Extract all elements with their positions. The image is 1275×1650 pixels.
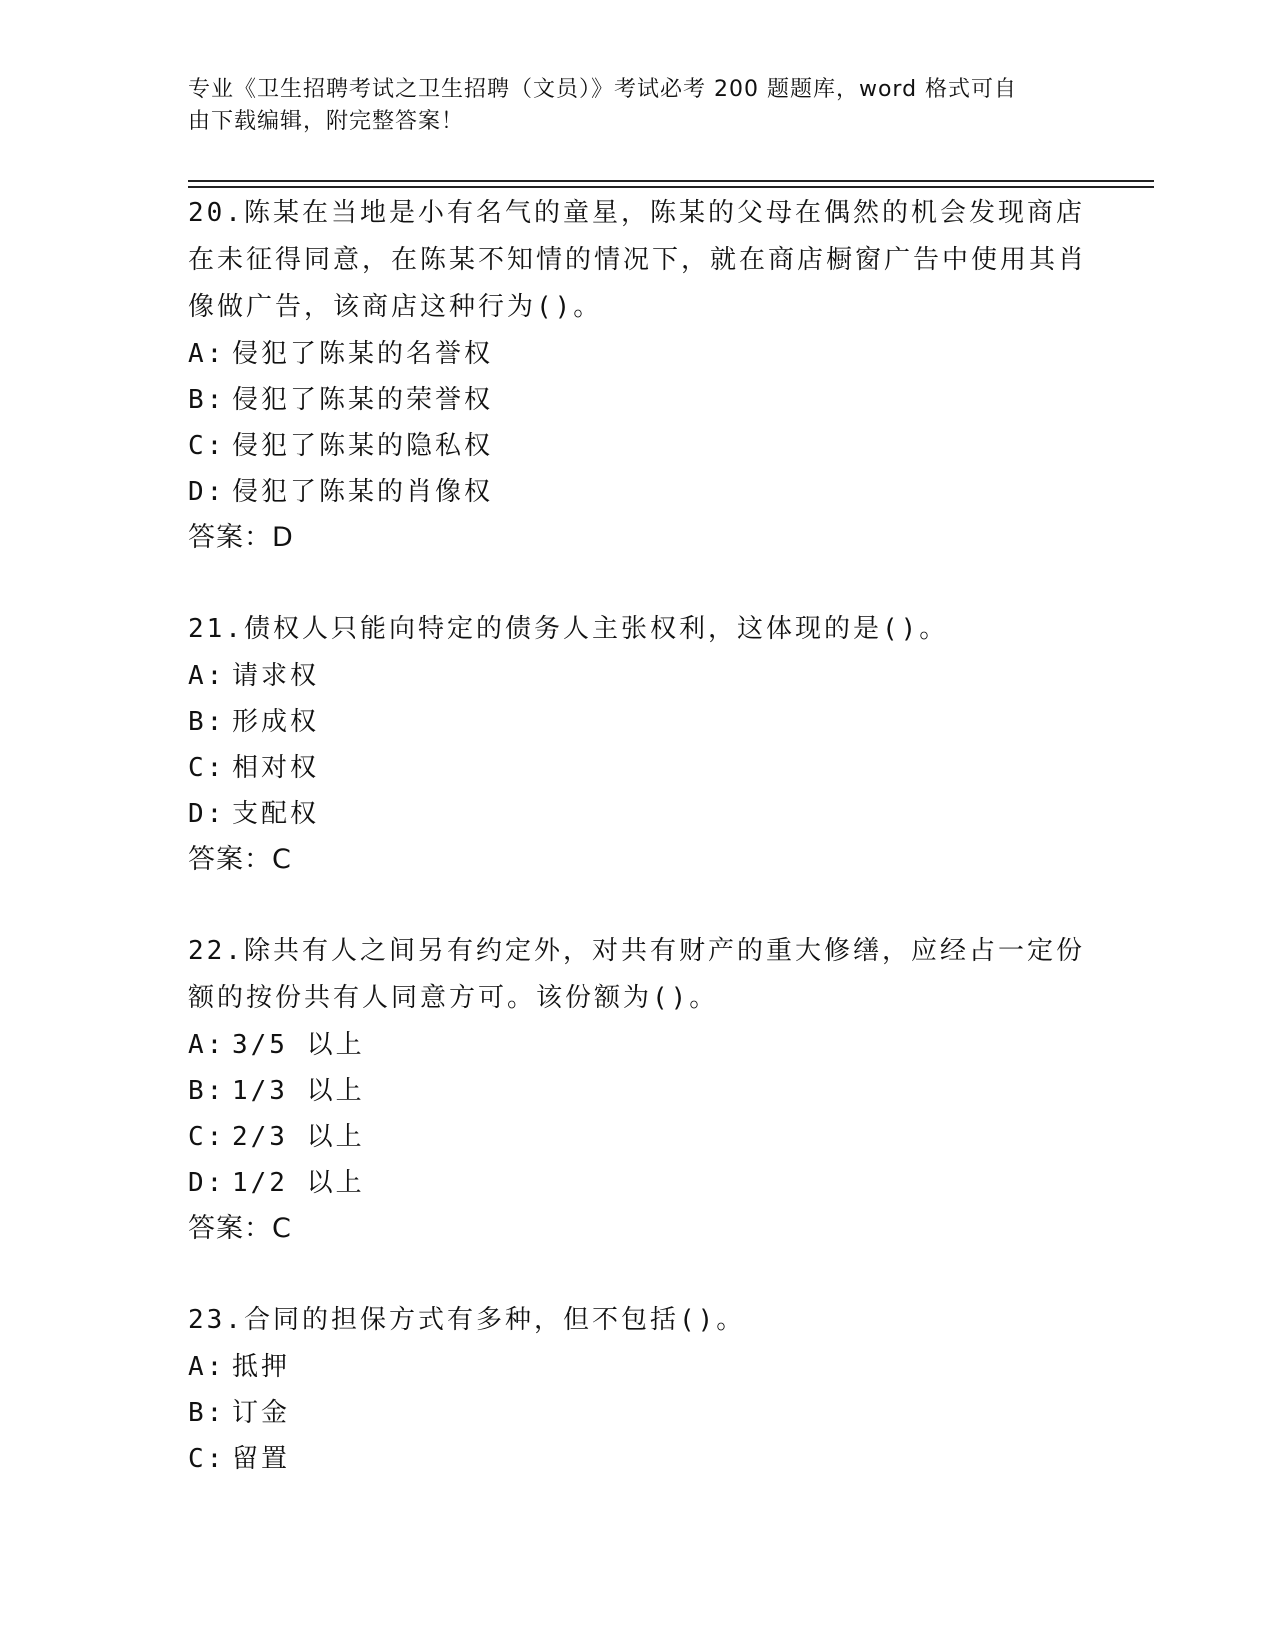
option-label: A:: [188, 1030, 226, 1060]
answer-option: [188, 653, 1088, 699]
question-block: [188, 928, 1088, 1297]
answer-prefix: 答案：: [188, 1213, 272, 1244]
option-text: 3/5 以上: [232, 1030, 365, 1060]
option-label: B:: [188, 707, 226, 737]
option-label: B:: [188, 385, 226, 415]
answer-option: [188, 745, 1088, 791]
answer-option: [188, 469, 1088, 515]
option-text: 侵犯了陈某的隐私权: [232, 431, 494, 461]
option-text: 订金: [232, 1398, 291, 1428]
answer-key: [188, 837, 1088, 883]
question-spacer: [188, 1252, 1088, 1297]
option-text: 1/2 以上: [232, 1168, 365, 1198]
answer-value: D: [272, 522, 294, 553]
answer-prefix: 答案：: [188, 522, 272, 553]
answer-option: [188, 791, 1088, 837]
question-list: [188, 190, 1088, 1482]
option-label: B:: [188, 1076, 226, 1106]
header-intro-line-1: 专业《卫生招聘考试之卫生招聘（文员）》考试必考 200 题题库，word 格式可自: [188, 77, 1018, 102]
option-text: 侵犯了陈某的荣誉权: [232, 385, 494, 415]
question-stem: 23.合同的担保方式有多种，但不包括()。: [188, 1305, 746, 1335]
option-label: A:: [188, 661, 226, 691]
header-divider-top: [188, 180, 1154, 182]
answer-option: [188, 377, 1088, 423]
answer-option: [188, 1344, 1088, 1390]
option-text: 请求权: [232, 661, 320, 691]
answer-value: C: [272, 1213, 292, 1244]
option-label: D:: [188, 477, 226, 507]
document-header: [188, 74, 1088, 138]
option-label: A:: [188, 1352, 226, 1382]
option-label: C:: [188, 1122, 226, 1152]
answer-prefix: 答案：: [188, 844, 272, 875]
question-stem: 21.债权人只能向特定的债务人主张权利，这体现的是()。: [188, 614, 949, 644]
question-spacer: [188, 883, 1088, 928]
option-text: 侵犯了陈某的名誉权: [232, 339, 494, 369]
option-text: 2/3 以上: [232, 1122, 365, 1152]
option-text: 支配权: [232, 799, 320, 829]
answer-option: [188, 1160, 1088, 1206]
option-text: 相对权: [232, 753, 320, 783]
answer-key: [188, 1206, 1088, 1252]
question-spacer: [188, 561, 1088, 606]
answer-option: [188, 423, 1088, 469]
option-label: C:: [188, 1444, 226, 1474]
option-label: D:: [188, 1168, 226, 1198]
answer-option: [188, 331, 1088, 377]
option-label: C:: [188, 431, 226, 461]
answer-option: [188, 1390, 1088, 1436]
question-block: [188, 190, 1088, 606]
option-label: C:: [188, 753, 226, 783]
answer-option: [188, 1022, 1088, 1068]
answer-option: [188, 699, 1088, 745]
option-text: 抵押: [232, 1352, 291, 1382]
answer-option: [188, 1068, 1088, 1114]
option-text: 留置: [232, 1444, 291, 1474]
option-text: 1/3 以上: [232, 1076, 365, 1106]
option-label: B:: [188, 1398, 226, 1428]
answer-value: C: [272, 844, 292, 875]
option-text: 形成权: [232, 707, 320, 737]
question-block: [188, 1297, 1088, 1482]
option-label: D:: [188, 799, 226, 829]
question-stem: 20.陈某在当地是小有名气的童星，陈某的父母在偶然的机会发现商店在未征得同意，在陈某不知情的情况下，就在商店橱窗广告中使用其肖像做广告，该商店这种行为()。: [188, 198, 1088, 322]
answer-key: [188, 515, 1088, 561]
answer-option: [188, 1114, 1088, 1160]
header-divider-bottom: [188, 186, 1154, 188]
option-label: A:: [188, 339, 226, 369]
question-stem: 22.除共有人之间另有约定外，对共有财产的重大修缮，应经占一定份额的按份共有人同意方可。该份额为()。: [188, 936, 1085, 1013]
header-intro-line-2: 由下载编辑，附完整答案！: [188, 109, 465, 134]
question-block: [188, 606, 1088, 928]
answer-option: [188, 1436, 1088, 1482]
option-text: 侵犯了陈某的肖像权: [232, 477, 494, 507]
